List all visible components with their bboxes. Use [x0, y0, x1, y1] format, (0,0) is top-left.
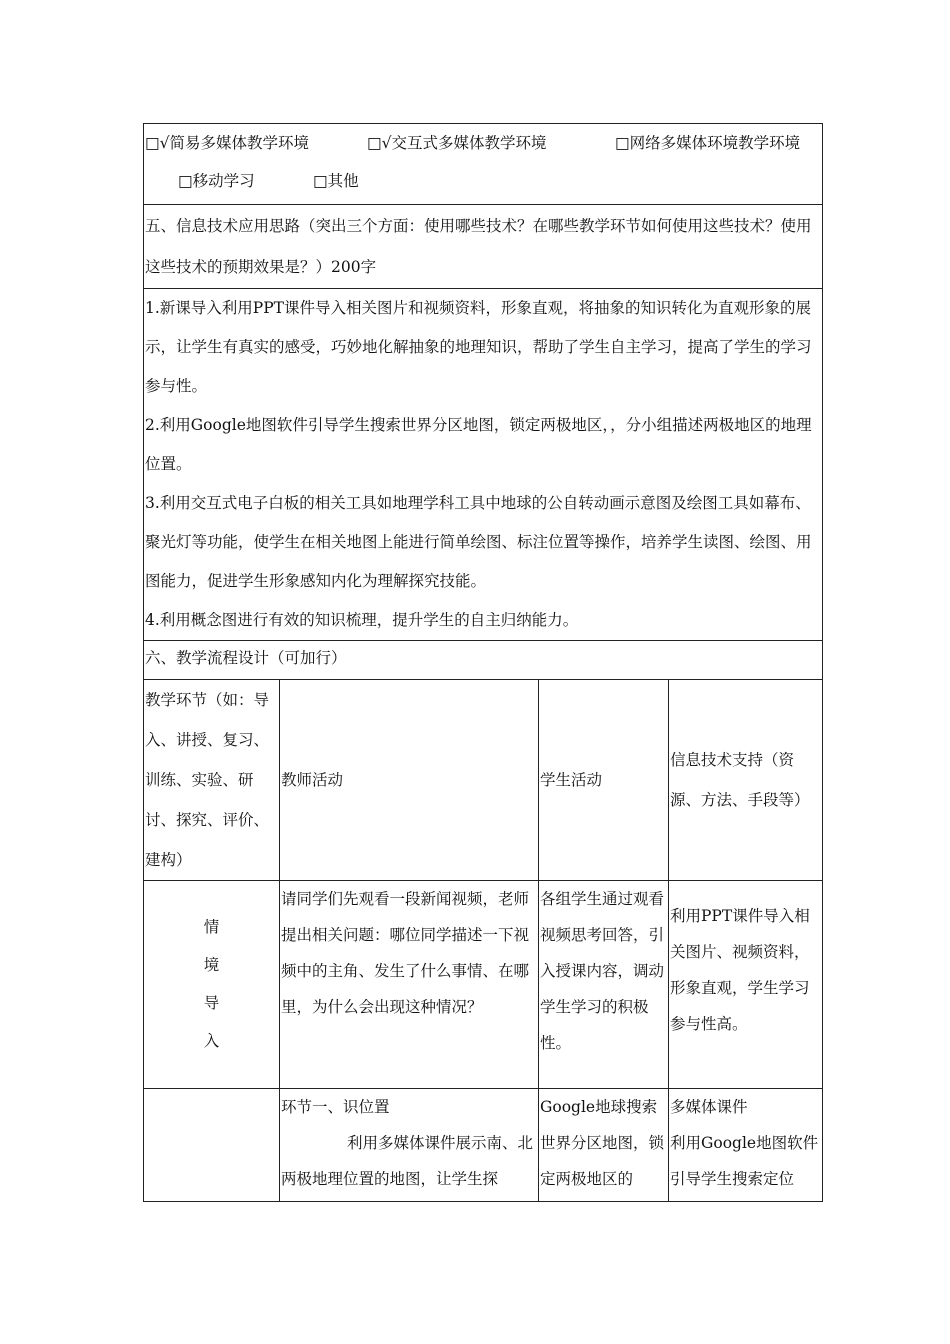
environment-options-line2	[145, 162, 821, 200]
teacher-activity-section1: 利用多媒体课件展示南、北两极地理位置的地图，让学生探	[281, 1134, 534, 1188]
section5-item-2: 2.利用Google地图软件引导学生搜索世界分区地图，锁定两极地区，，分小组描述两极地区的地理位置。	[145, 416, 812, 473]
flow-row-section1	[144, 1089, 823, 1202]
column-header-tech: 信息技术支持（资源、方法、手段等）	[670, 751, 810, 809]
stage-char: 情	[203, 918, 220, 936]
column-header-student: 学生活动	[540, 771, 603, 789]
tech-support-section1-title: 多媒体课件	[670, 1098, 748, 1116]
column-header-teacher: 教师活动	[281, 771, 344, 789]
section5-heading-row	[144, 205, 823, 289]
section5-item-1: 1.新课导入利用PPT课件导入相关图片和视频资料，形象直观，将抽象的知识转化为直观形象的展示，让学生有真实的感受，巧妙地化解抽象的地理知识，帮助了学生自主学习，提高了学生的学习参与性。	[145, 299, 812, 395]
env-option-mobile: □移动学习	[178, 172, 255, 190]
stage-cell-intro	[144, 881, 280, 1089]
stage-char: 境	[203, 956, 220, 974]
teacher-activity-section1-title: 环节一、识位置	[281, 1098, 390, 1116]
stage-char: 入	[203, 1032, 220, 1050]
student-activity-section1: Google地球搜索世界分区地图，锁定两极地区的	[540, 1098, 665, 1188]
document-page	[143, 123, 822, 1202]
tech-support-intro: 利用PPT课件导入相关图片、视频资料，形象直观，学生学习参与性高。	[670, 907, 810, 1033]
environment-options-line1	[145, 124, 821, 162]
environment-row	[144, 124, 823, 205]
column-header-stage: 教学环节（如：导入、讲授、复习、训练、实验、研讨、探究、评价、建构）	[145, 691, 270, 869]
env-option-simple: □√简易多媒体教学环境	[145, 134, 310, 152]
env-option-network: □网络多媒体环境教学环境	[615, 134, 801, 152]
section5-item-4: 4.利用概念图进行有效的知识梳理，提升学生的自主归纳能力。	[145, 611, 579, 629]
student-activity-intro: 各组学生通过观看视频思考回答，引入授课内容，调动学生学习的积极性。	[540, 890, 665, 1052]
flow-header-row	[144, 680, 823, 881]
section6-heading: 六、教学流程设计（可加行）	[145, 649, 347, 667]
section5-heading: 五、信息技术应用思路（突出三个方面：使用哪些技术？在哪些教学环节如何使用这些技术？使用这些技术的预期效果是？）200字	[145, 217, 812, 276]
lesson-plan-table	[143, 123, 823, 1202]
section6-heading-row	[144, 641, 823, 680]
flow-row-intro	[144, 881, 823, 1089]
tech-support-section1: 利用Google地图软件引导学生搜索定位	[670, 1134, 819, 1188]
section5-item-3: 3.利用交互式电子白板的相关工具如地理学科工具中地球的公自转动画示意图及绘图工具如幕布、聚光灯等功能，使学生在相关地图上能进行简单绘图、标注位置等操作，培养学生读图、绘图、用图能力，促进学生形象感知内化为理解探究技能。	[145, 494, 812, 590]
stage-char: 导	[203, 994, 220, 1012]
env-option-interactive: □√交互式多媒体教学环境	[367, 134, 547, 152]
env-option-other: □其他	[313, 172, 359, 190]
teacher-activity-intro: 请同学们先观看一段新闻视频，老师提出相关问题：哪位同学描述一下视频中的主角、发生了什么事情、在哪里，为什么会出现这种情况？	[281, 890, 530, 1016]
stage-cell-section1	[144, 1089, 280, 1202]
section5-content-row	[144, 289, 823, 641]
